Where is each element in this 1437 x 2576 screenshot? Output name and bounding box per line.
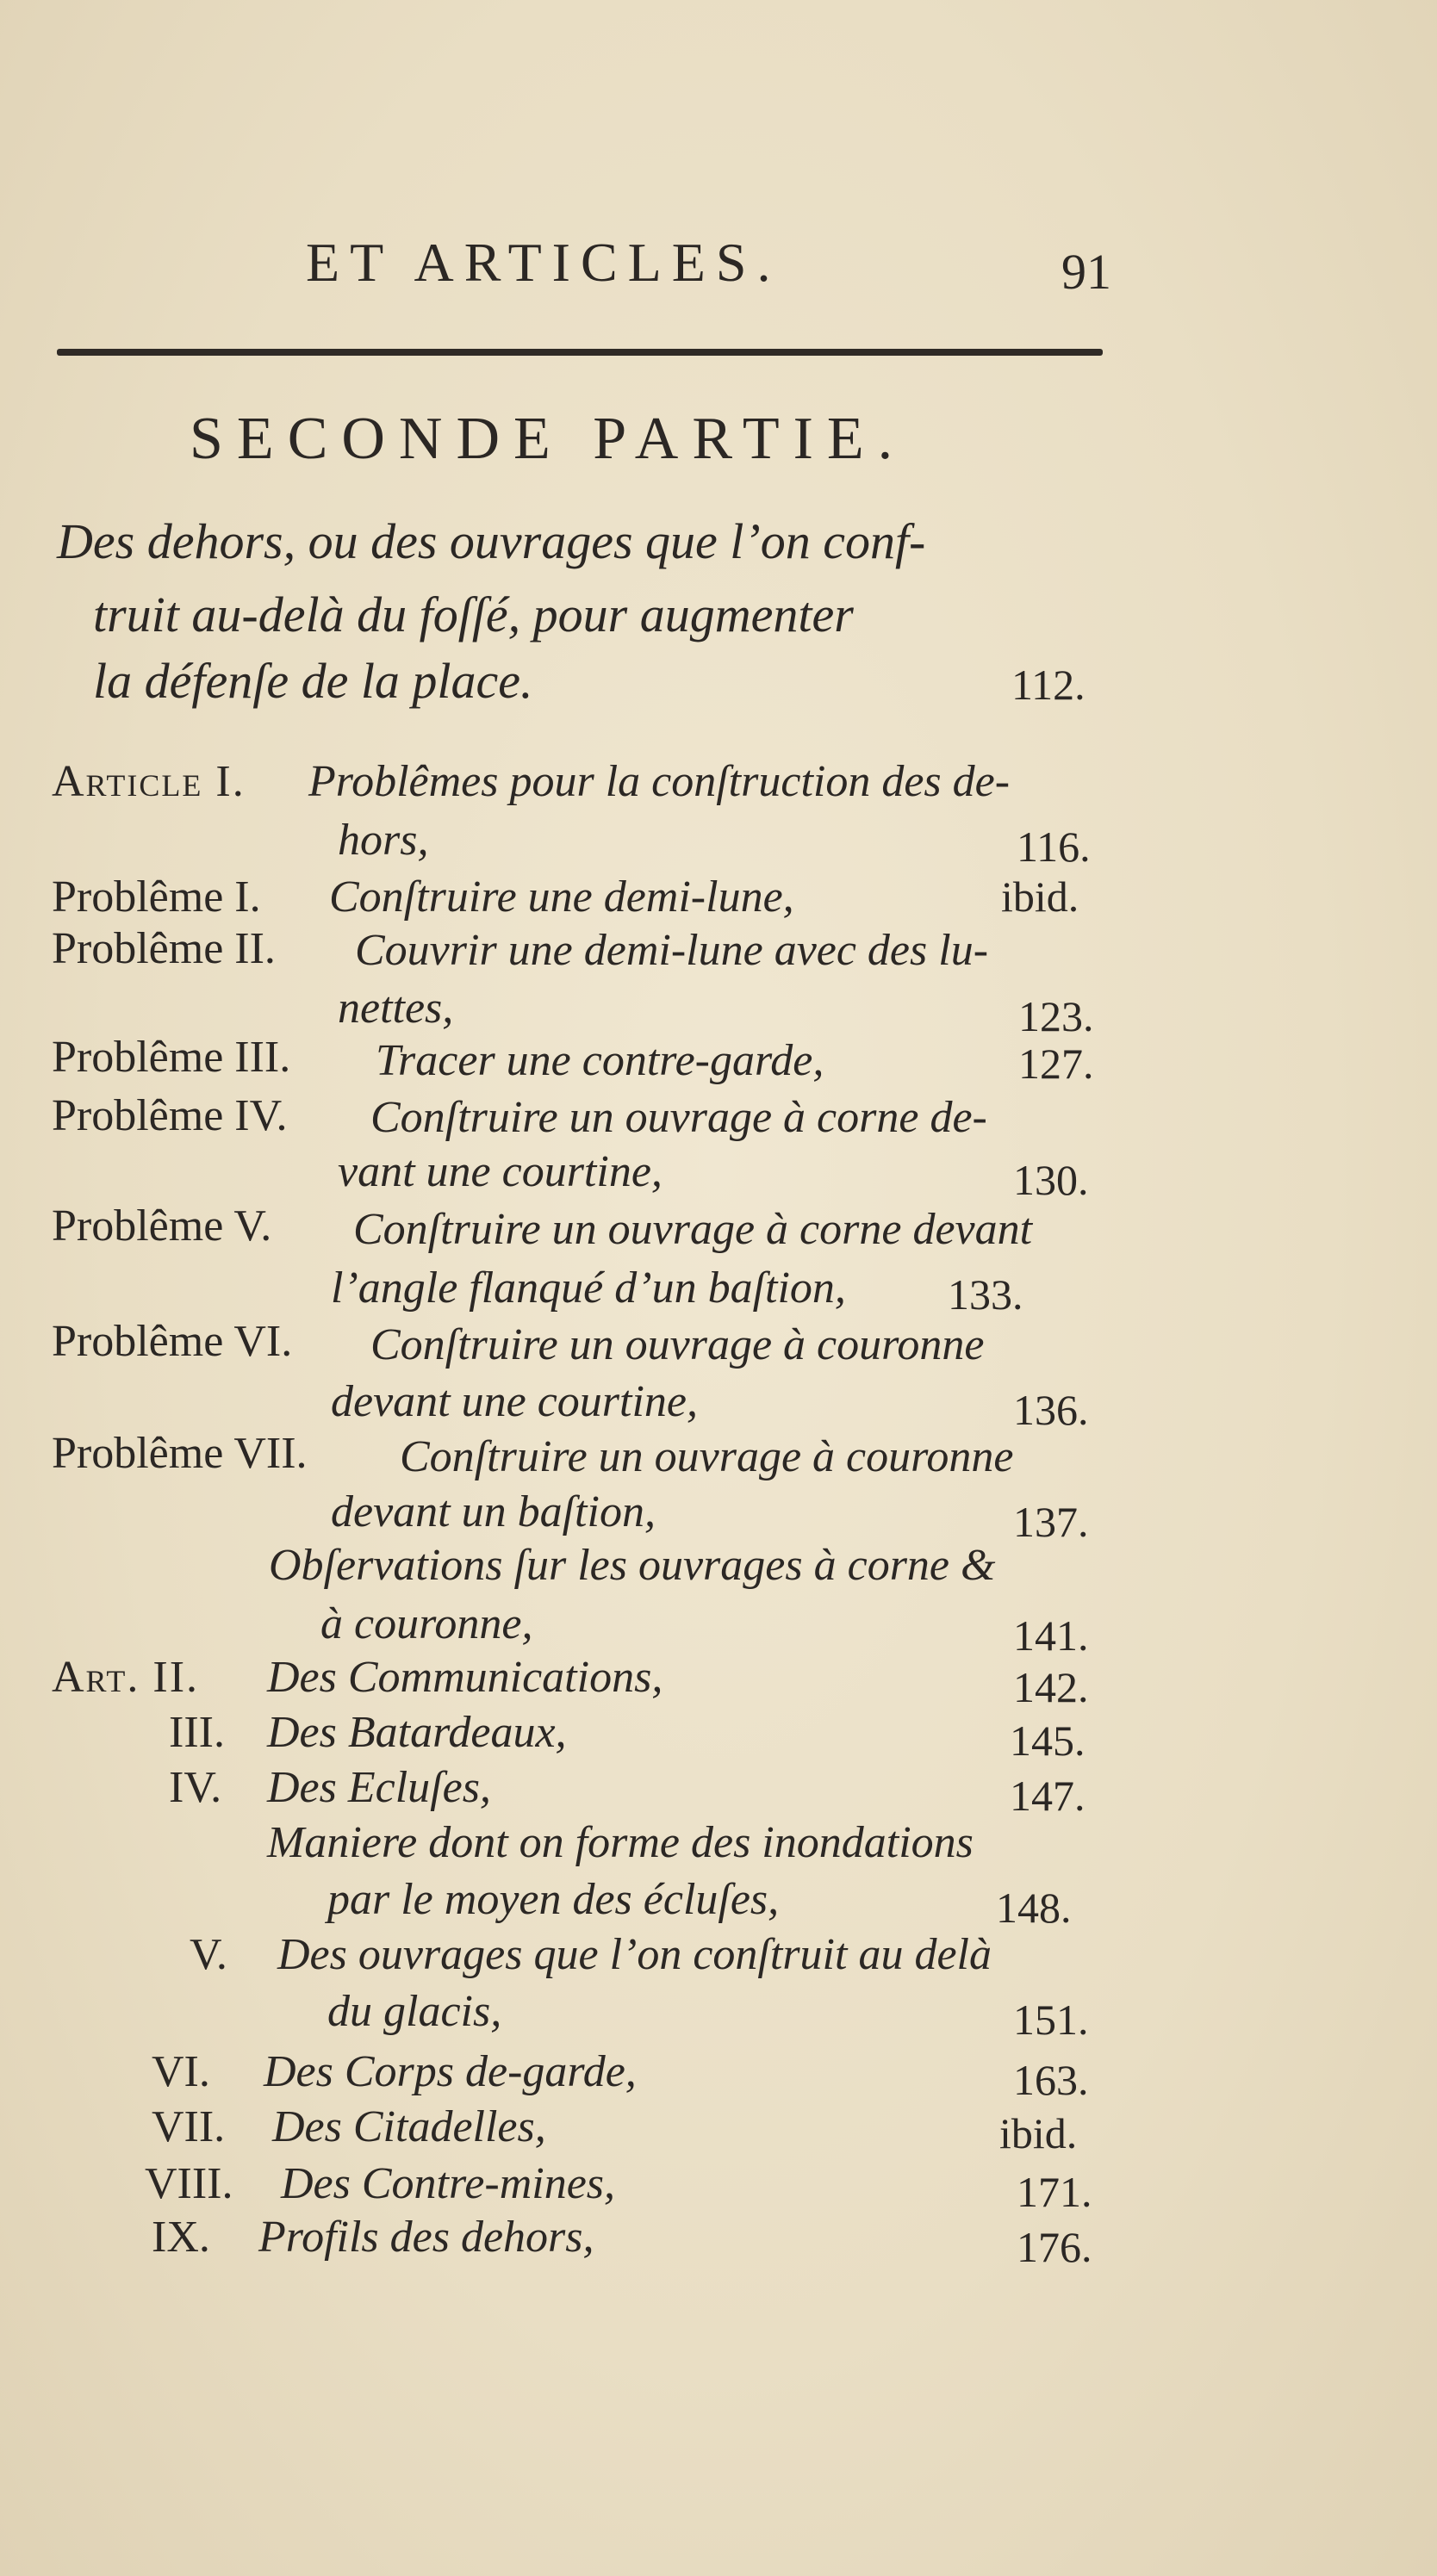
toc-title-cont: devant un baſtion, — [331, 1487, 656, 1536]
toc-title: Tracer une contre-garde, — [376, 1036, 824, 1085]
toc-title: Conſtruire un ouvrage à corne devant — [353, 1205, 1033, 1254]
toc-page: 141. — [1013, 1611, 1089, 1660]
toc-label: VII. — [152, 2102, 226, 2151]
toc-page: ibid. — [1001, 872, 1079, 921]
toc-title-cont: à couronne, — [320, 1599, 533, 1648]
toc-label: Problême V. — [52, 1201, 272, 1251]
intro-line-3: la défenſe de la place. — [93, 653, 533, 709]
toc-label: Problême IV. — [52, 1091, 288, 1140]
toc-title: Problêmes pour la conſtruction des de- — [308, 757, 1011, 806]
toc-page: 137. — [1013, 1498, 1089, 1546]
toc-page: 133. — [948, 1270, 1023, 1319]
toc-label: III. — [169, 1708, 225, 1757]
toc-page: 145. — [1010, 1716, 1086, 1765]
header-rule — [57, 349, 1103, 356]
toc-label: Art. II. — [52, 1653, 200, 1702]
toc-page: ibid. — [999, 2109, 1078, 2157]
toc-page: 142. — [1013, 1663, 1089, 1711]
intro-line-2: truit au-delà du foſſé, pour augmenter — [93, 587, 854, 642]
toc-title-cont: hors, — [338, 816, 429, 865]
toc-title: Des Communications, — [267, 1653, 663, 1702]
toc-label: Problême II. — [52, 924, 276, 973]
running-head: ET ARTICLES. — [306, 232, 781, 293]
toc-title: Des Corps de-garde, — [264, 2047, 637, 2096]
toc-label: VIII. — [145, 2159, 233, 2208]
toc-label: Problême III. — [52, 1033, 291, 1082]
toc-label: V. — [190, 1930, 227, 1979]
toc-page: 171. — [1017, 2168, 1092, 2216]
part-title: SECONDE PARTIE. — [190, 406, 907, 472]
toc-title: Des Batardeaux, — [267, 1708, 567, 1757]
toc-page: 147. — [1010, 1772, 1086, 1820]
toc-page: 148. — [996, 1884, 1072, 1932]
toc-page: 151. — [1013, 1996, 1089, 2044]
toc-label: Problême VI. — [52, 1317, 293, 1366]
toc-page: 136. — [1013, 1386, 1089, 1434]
toc-title-cont: devant une courtine, — [331, 1377, 698, 1426]
toc-title: Conſtruire un ouvrage à couronne — [370, 1320, 985, 1369]
toc-page: 176. — [1017, 2223, 1092, 2271]
toc-title: Obſervations ſur les ouvrages à corne & — [269, 1541, 996, 1590]
toc-title: Conſtruire une demi-lune, — [329, 872, 794, 922]
toc-title: Conſtruire un ouvrage à corne de- — [370, 1093, 987, 1142]
toc-page: 127. — [1018, 1040, 1094, 1088]
toc-page: 130. — [1013, 1156, 1089, 1204]
intro-line-1: Des dehors, ou des ouvrages que l’on conf- — [57, 513, 926, 569]
toc-page: 116. — [1017, 822, 1091, 871]
toc-title: Conſtruire un ouvrage à couronne — [400, 1432, 1014, 1481]
intro-page: 112. — [1011, 661, 1086, 709]
toc-title: Des Citadelles, — [272, 2102, 546, 2151]
toc-title-cont: nettes, — [338, 984, 454, 1033]
page-number: 91 — [1061, 244, 1111, 300]
toc-label: Article I. — [52, 757, 246, 806]
toc-title: Des Ecluſes, — [267, 1763, 491, 1812]
toc-title-cont: du glacis, — [327, 1987, 502, 2036]
toc-title-cont: par le moyen des écluſes, — [327, 1875, 780, 1924]
toc-title: Des ouvrages que l’on conſtruit au delà — [277, 1930, 992, 1979]
toc-label: IX. — [152, 2213, 210, 2262]
toc-title-cont: l’angle flanqué d’un baſtion, — [331, 1263, 846, 1313]
toc-title: Des Contre-mines, — [281, 2159, 616, 2208]
toc-page: 123. — [1018, 992, 1094, 1040]
toc-title-cont: vant une courtine, — [338, 1147, 663, 1196]
toc-title: Profils des dehors, — [258, 2213, 594, 2262]
toc-label: VI. — [152, 2047, 210, 2096]
toc-title: Couvrir une demi-lune avec des lu- — [355, 926, 989, 975]
toc-label: Problême VII. — [52, 1429, 308, 1478]
toc-label: Problême I. — [52, 872, 261, 922]
toc-label: IV. — [169, 1763, 222, 1812]
toc-title: Maniere dont on forme des inondations — [267, 1818, 974, 1867]
toc-page: 163. — [1013, 2056, 1089, 2104]
